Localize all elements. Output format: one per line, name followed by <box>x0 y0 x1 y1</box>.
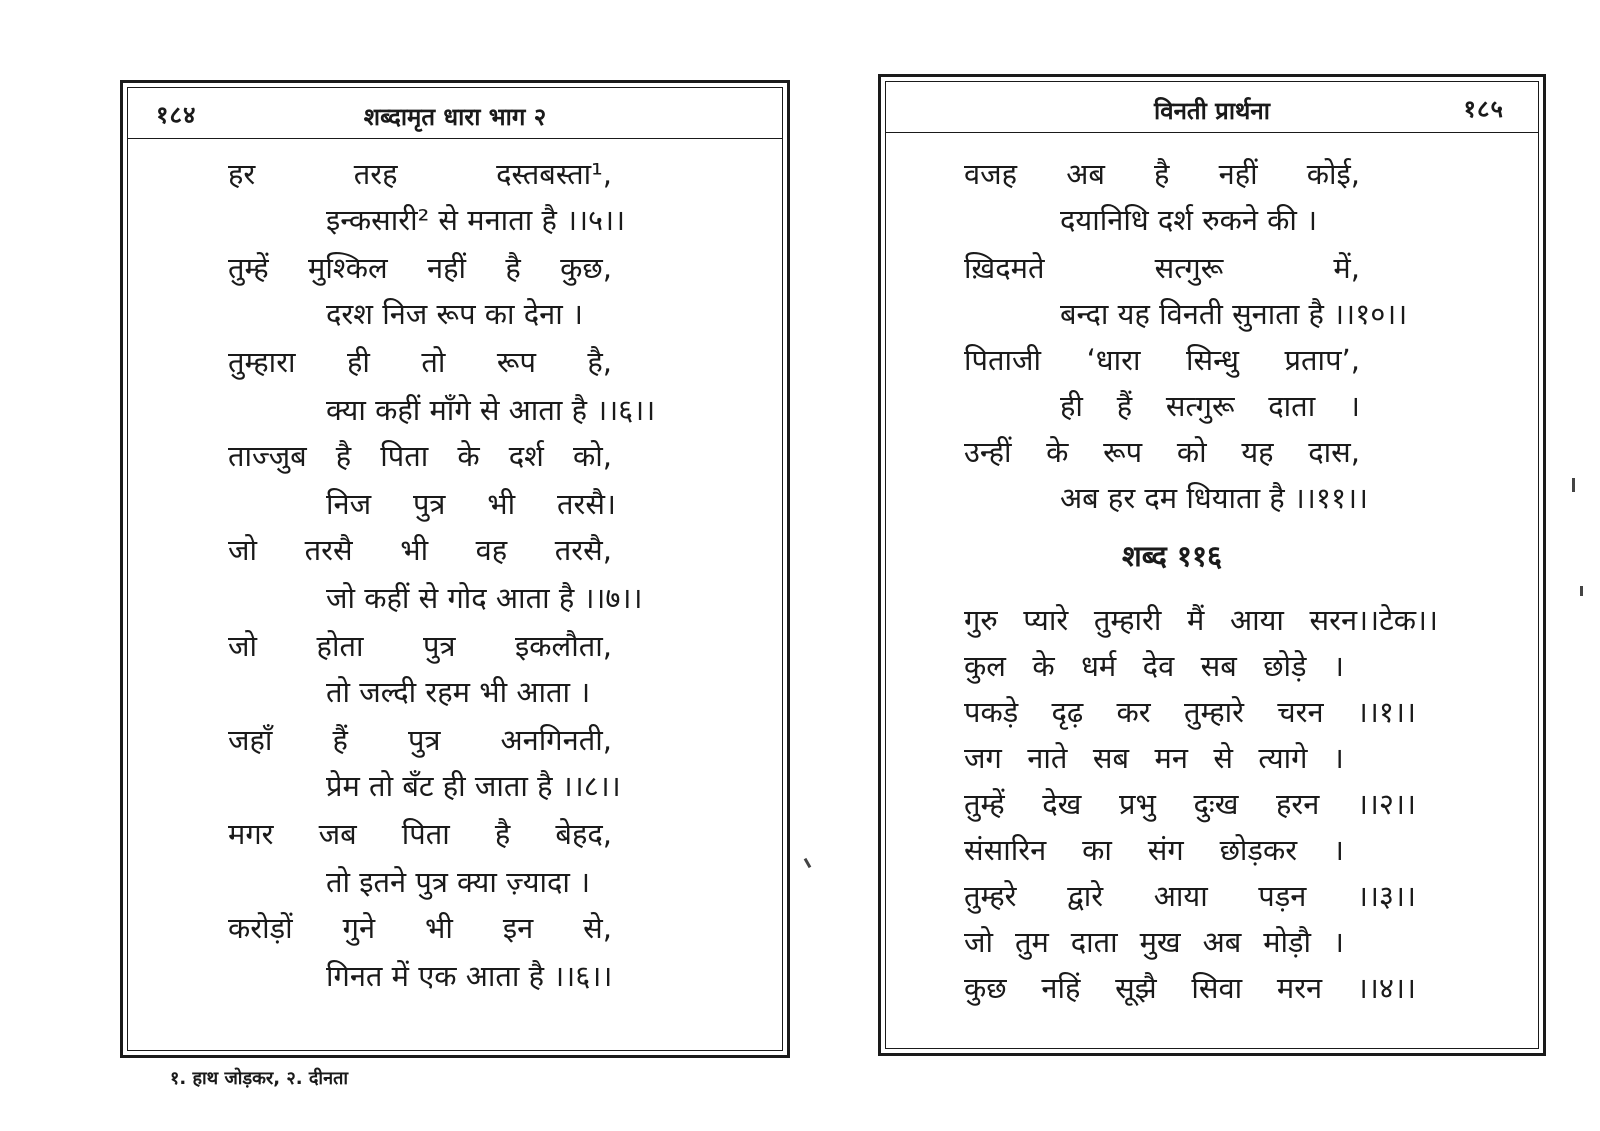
verse-word: है <box>505 251 521 285</box>
verse-word: नहिं <box>1041 971 1081 1005</box>
verse-word: ही <box>1060 389 1083 423</box>
verse-line <box>228 248 612 288</box>
left-page-inner-border <box>127 87 783 1051</box>
verse-word: जग <box>964 741 1002 775</box>
left-page-title: शब्दामृत धारा भाग २ <box>363 103 547 131</box>
verse-word: दस्तबस्ता¹, <box>496 157 612 191</box>
verse-word: पकड़े <box>964 695 1019 729</box>
verse-line: दयानिधि दर्श रुकने की । <box>1060 203 1318 237</box>
verse-word: सब <box>1200 649 1237 683</box>
right-page-inner-border <box>885 81 1539 1049</box>
verse-word: पुत्र <box>407 723 441 757</box>
verse-word: ताज्जुब <box>228 439 307 473</box>
verse-word: तुम्हारी <box>1093 603 1162 637</box>
verse-word: तुम्हें <box>964 787 1005 821</box>
verse-line: गिनत में एक आता है ।।६।। <box>326 959 613 993</box>
verse-word: सत्गुरू <box>1165 389 1235 423</box>
verse-word: को <box>1176 435 1207 469</box>
verse-word: बेहद, <box>555 817 612 851</box>
scan-speck <box>1572 478 1575 492</box>
shabd-heading: शब्द ११६ <box>1122 539 1223 573</box>
verse-word: वह <box>475 533 508 567</box>
verse-line <box>228 436 612 476</box>
verse-word: से <box>1213 741 1233 775</box>
verse-word: मगर <box>228 817 274 851</box>
verse-word: कर <box>1116 695 1151 729</box>
right-page-header <box>886 82 1538 133</box>
verse-word: भी <box>400 533 429 567</box>
verse-word: दर्श <box>508 439 544 473</box>
verse-line <box>326 484 616 524</box>
verse-word: कोई, <box>1306 157 1360 191</box>
verse-word: छोड़े <box>1263 649 1307 683</box>
verse-word: नाते <box>1027 741 1068 775</box>
verse-line: अब हर दम धियाता है ।।११।। <box>1060 481 1369 515</box>
verse-word: तुम्हरे <box>964 879 1017 913</box>
verse-line <box>1060 386 1360 426</box>
verse-word: दाता <box>1070 925 1118 959</box>
verse-word: ।।३।। <box>1356 879 1416 913</box>
verse-word: मरन <box>1276 971 1323 1005</box>
verse-word: दाता <box>1268 389 1316 423</box>
verse-word: भी <box>487 487 516 521</box>
verse-word: प्रभु <box>1118 787 1156 821</box>
verse-word: हर <box>228 157 256 191</box>
verse-word: देख <box>1042 787 1082 821</box>
verse-word: संग <box>1147 833 1184 867</box>
verse-word: दास, <box>1308 435 1360 469</box>
verse-word: जो <box>228 533 258 567</box>
verse-word: के <box>1046 435 1069 469</box>
shabd-line <box>964 830 1344 870</box>
verse-word: ।।४।। <box>1356 971 1416 1005</box>
verse-word: दृढ़ <box>1051 695 1084 729</box>
verse-word: तरसै <box>304 533 353 567</box>
verse-word: मुश्किल <box>308 251 388 285</box>
verse-line: जो कहीं से गोद आता है ।।७।। <box>326 581 643 615</box>
verse-word: सिवा <box>1191 971 1243 1005</box>
verse-word: के <box>1032 649 1055 683</box>
verse-word: यह <box>1241 435 1274 469</box>
left-page <box>120 80 790 1058</box>
verse-word: का <box>1082 833 1112 867</box>
verse-word: जो <box>228 629 258 663</box>
verse-word: तरह <box>353 157 398 191</box>
verse-word: इकलौता, <box>515 629 612 663</box>
verse-word: नहीं <box>1218 157 1258 191</box>
verse-word: तुम्हारे <box>1183 695 1244 729</box>
verse-word: को, <box>572 439 612 473</box>
verse-word: आया <box>1229 603 1284 637</box>
verse-word: कुल <box>964 649 1006 683</box>
verse-word: गुरु <box>964 603 998 637</box>
verse-word: पुत्र <box>412 487 446 521</box>
verse-line <box>964 248 1360 288</box>
verse-line: तो इतने पुत्र क्या ज़्यादा । <box>326 865 591 899</box>
verse-word: है <box>1154 157 1170 191</box>
verse-word: देव <box>1142 649 1175 683</box>
shabd-line <box>964 784 1416 824</box>
verse-line: दरश निज रूप का देना । <box>326 297 583 331</box>
verse-word: रूप <box>1103 435 1143 469</box>
verse-word: है, <box>587 345 612 379</box>
verse-line <box>228 154 612 194</box>
verse-word: अब <box>1066 157 1105 191</box>
verse-word: करोड़ों <box>228 911 293 945</box>
verse-line <box>964 340 1360 380</box>
verse-line <box>228 720 612 760</box>
verse-line <box>228 626 612 666</box>
verse-word: गुने <box>342 911 376 945</box>
verse-word: होता <box>316 629 364 663</box>
verse-word: नहीं <box>426 251 466 285</box>
verse-word: पिताजी <box>964 343 1042 377</box>
verse-word: के <box>457 439 480 473</box>
verse-word: वजह <box>964 157 1018 191</box>
footnote: १. हाथ जोड़कर, २. दीनता <box>170 1068 348 1089</box>
verse-word: तुम्हें <box>228 251 269 285</box>
verse-word: जहाँ <box>228 723 273 757</box>
verse-word: अब <box>1202 925 1242 959</box>
shabd-line <box>964 692 1416 732</box>
verse-word: तुम <box>1014 925 1049 959</box>
verse-word: से, <box>583 911 612 945</box>
verse-word: निज <box>326 487 372 521</box>
verse-word: मन <box>1154 741 1188 775</box>
verse-word: प्यारे <box>1023 603 1069 637</box>
verse-word: इन <box>502 911 534 945</box>
right-page <box>878 74 1546 1056</box>
verse-line <box>964 154 1360 194</box>
verse-line: तो जल्दी रहम भी आता । <box>326 675 591 709</box>
verse-line <box>228 342 612 382</box>
verse-word: पड़न <box>1258 879 1307 913</box>
verse-word: पुत्र <box>423 629 456 663</box>
verse-word: ख़िदमते <box>964 251 1045 285</box>
verse-word: मुख <box>1139 925 1181 959</box>
right-page-number: १८५ <box>1463 95 1504 123</box>
verse-word: प्रताप’, <box>1284 343 1360 377</box>
verse-word: हैं <box>1116 389 1133 423</box>
verse-word: धर्म <box>1081 649 1117 683</box>
verse-line <box>964 432 1360 472</box>
verse-line <box>228 530 612 570</box>
verse-word: हैं <box>332 723 348 757</box>
verse-word: है <box>335 439 352 473</box>
verse-word: है <box>494 817 511 851</box>
shabd-line <box>964 876 1416 916</box>
verse-word: भी <box>425 911 453 945</box>
verse-word: जो <box>964 925 994 959</box>
verse-word: में, <box>1333 251 1360 285</box>
verse-word: कुछ, <box>560 251 612 285</box>
verse-line: प्रेम तो बँट ही जाता है ।।८।। <box>326 769 621 803</box>
verse-word: तुम्हारा <box>228 345 296 379</box>
verse-word: । <box>1333 649 1344 683</box>
verse-word: ‘धारा <box>1086 343 1141 377</box>
verse-line: इन्कसारी² से मनाता है ।।५।। <box>326 203 626 237</box>
left-page-number: १८४ <box>156 101 197 129</box>
verse-word: हरन <box>1276 787 1320 821</box>
shabd-line <box>964 600 1438 640</box>
verse-word: सब <box>1092 741 1130 775</box>
verse-word: मोड़ौ <box>1263 925 1312 959</box>
verse-word: ।।२।। <box>1356 787 1416 821</box>
verse-word: । <box>1332 741 1344 775</box>
verse-word: ।।१।। <box>1356 695 1416 729</box>
verse-word: संसारिन <box>964 833 1047 867</box>
verse-word: आया <box>1153 879 1208 913</box>
verse-word: पिता <box>401 817 450 851</box>
verse-word: सरन।।टेक।। <box>1309 603 1438 637</box>
shabd-line <box>964 646 1344 686</box>
scan-speck <box>804 858 812 868</box>
verse-word: तो <box>421 345 446 379</box>
verse-word: । <box>1332 833 1344 867</box>
verse-word: छोड़कर <box>1219 833 1298 867</box>
verse-line: क्या कहीं माँगे से आता है ।।६।। <box>326 393 656 427</box>
verse-word: उन्हीं <box>964 435 1012 469</box>
verse-word: चरन <box>1277 695 1324 729</box>
verse-line <box>228 814 612 854</box>
verse-word: मैं <box>1187 603 1205 637</box>
verse-word: सत्गुरू <box>1154 251 1224 285</box>
verse-word: सिन्धु <box>1186 343 1240 377</box>
verse-word: दुःख <box>1193 787 1239 821</box>
verse-line: बन्दा यह विनती सुनाता है ।।१०।। <box>1060 297 1408 331</box>
verse-word: कुछ <box>964 971 1007 1005</box>
verse-word: द्वारे <box>1067 879 1104 913</box>
verse-line <box>228 908 612 948</box>
verse-word: सूझै <box>1115 971 1157 1005</box>
verse-word: तरसै। <box>557 487 616 521</box>
verse-word: ही <box>347 345 370 379</box>
right-page-title: विनती प्रार्थना <box>1154 97 1270 125</box>
verse-word: रूप <box>496 345 536 379</box>
verse-word: । <box>1349 389 1360 423</box>
verse-word: त्यागे <box>1258 741 1308 775</box>
verse-word: । <box>1332 925 1344 959</box>
verse-word: पिता <box>380 439 429 473</box>
scan-speck <box>1580 586 1583 596</box>
verse-word: तरसै, <box>554 533 612 567</box>
shabd-line <box>964 738 1344 778</box>
left-page-header <box>128 88 782 139</box>
shabd-line <box>964 968 1416 1008</box>
shabd-line <box>964 922 1344 962</box>
verse-word: अनगिनती, <box>500 723 612 757</box>
verse-word: जब <box>318 817 357 851</box>
